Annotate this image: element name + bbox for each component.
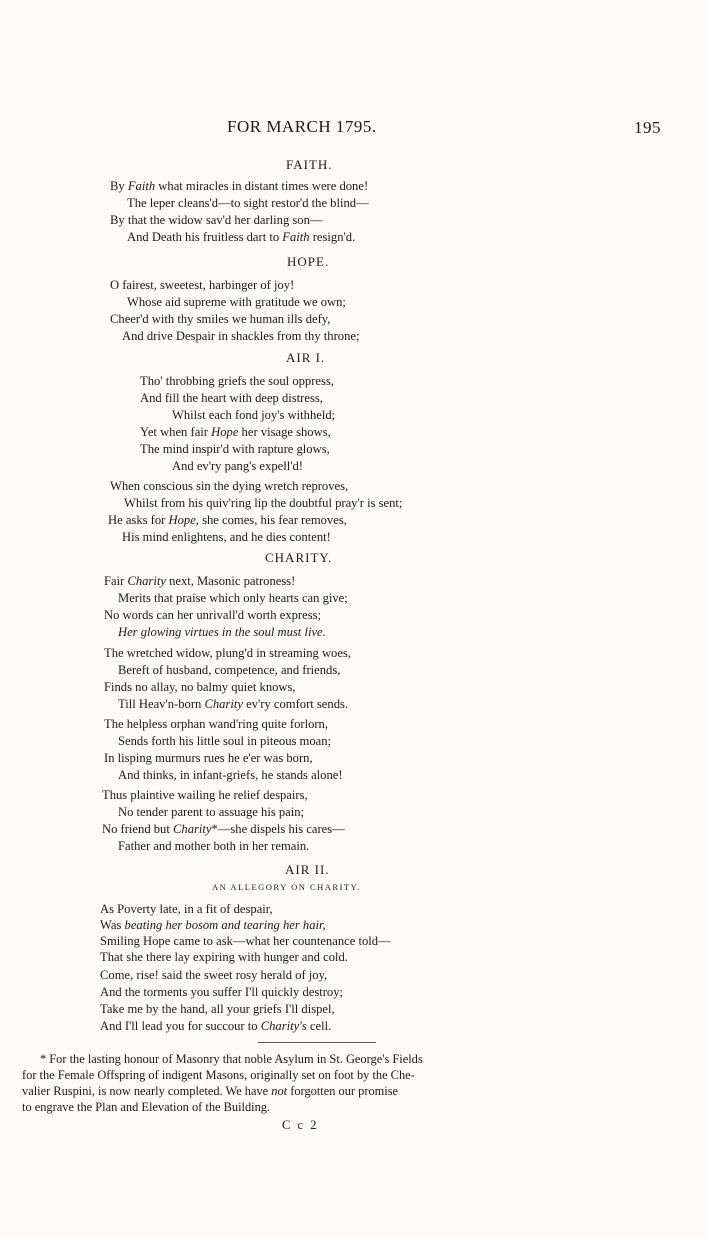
air2-line-6: And the torments you suffer I'll quickly destroy; (100, 985, 344, 999)
charity-line-16: Father and mother both in her remain. (118, 839, 310, 853)
air2-subtitle: AN ALLEGORY ON CHARITY. (212, 882, 361, 892)
air2-line-8: And I'll lead you for succour to Charity's cell. (100, 1019, 332, 1033)
air2-line-2: Was beating her bosom and tearing her hair, (100, 918, 326, 932)
footnote-line-3: valier Ruspini, is now nearly completed. We have not forgotten our promise (22, 1084, 399, 1098)
charity-line-12: And thinks, in infant-griefs, he stands alone! (118, 768, 343, 782)
air2-line-1: As Poverty late, in a fit of despair, (100, 902, 273, 916)
charity-line-2: Merits that praise which only hearts can give; (118, 591, 348, 605)
air2-line-7: Take me by the hand, all your griefs I'll dispel, (100, 1002, 335, 1016)
air1-line-1: Tho' throbbing griefs the soul oppress, (140, 374, 334, 388)
air1-line-10: His mind enlightens, and he dies content! (122, 530, 331, 544)
section-title-charity: CHARITY. (265, 550, 333, 565)
charity-line-8: Till Heav'n-born Charity ev'ry comfort sends. (118, 697, 349, 711)
air2-line-4: That she there lay expiring with hunger and cold. (100, 950, 348, 964)
footnote-line-4: to engrave the Plan and Elevation of the Building. (22, 1100, 271, 1114)
faith-line-4: And Death his fruitless dart to Faith resign'd. (127, 230, 356, 244)
charity-line-1: Fair Charity next, Masonic patroness! (104, 574, 296, 588)
charity-line-15: No friend but Charity*—she dispels his cares— (102, 822, 345, 836)
air1-line-2: And fill the heart with deep distress, (140, 391, 323, 405)
section-title-hope: HOPE. (287, 254, 330, 269)
faith-line-2: The leper cleans'd—to sight restor'd the blind— (127, 196, 369, 210)
running-title: FOR MARCH 1795. (227, 117, 377, 136)
charity-line-5: The wretched widow, plung'd in streaming woes, (104, 646, 351, 660)
charity-line-11: In lisping murmurs rues he e'er was born, (104, 751, 313, 765)
charity-line-14: No tender parent to assuage his pain; (118, 805, 305, 819)
charity-line-3: No words can her unrivall'd worth express; (104, 608, 322, 622)
footnote-line-1: * For the lasting honour of Masonry that noble Asylum in St. George's Fields (40, 1052, 423, 1066)
charity-line-10: Sends forth his little soul in piteous moan; (118, 734, 332, 748)
air1-line-5: The mind inspir'd with rapture glows, (140, 442, 330, 456)
hope-line-1: O fairest, sweetest, harbinger of joy! (110, 278, 295, 292)
charity-line-4: Her glowing virtues in the soul must live. (118, 625, 326, 639)
air1-line-8: Whilst from his quiv'ring lip the doubtful pray'r is sent; (124, 496, 403, 510)
hope-line-3: Cheer'd with thy smiles we human ills defy, (110, 312, 331, 326)
hope-line-2: Whose aid supreme with gratitude we own; (127, 295, 346, 309)
air2-line-3: Smiling Hope came to ask—what her countenance told— (100, 934, 391, 948)
air1-line-6: And ev'ry pang's expell'd! (172, 459, 303, 473)
faith-line-1: By Faith what miracles in distant times were done! (110, 179, 369, 193)
hope-line-4: And drive Despair in shackles from thy throne; (122, 329, 360, 343)
footnote-rule (258, 1042, 376, 1043)
footnote-line-2: for the Female Offspring of indigent Masons, originally set on foot by the Che- (22, 1068, 415, 1082)
air1-line-4: Yet when fair Hope her visage shows, (140, 425, 331, 439)
section-title-faith: FAITH. (286, 157, 333, 172)
air1-line-7: When conscious sin the dying wretch reproves, (110, 479, 349, 493)
air2-line-5: Come, rise! said the sweet rosy herald of joy, (100, 968, 328, 982)
charity-line-13: Thus plaintive wailing he relief despairs, (102, 788, 308, 802)
charity-line-7: Finds no allay, no balmy quiet knows, (104, 680, 296, 694)
charity-line-6: Bereft of husband, competence, and friends, (118, 663, 341, 677)
section-title-air-1: AIR I. (286, 350, 326, 365)
page-number: 195 (634, 118, 661, 137)
section-title-air-2: AIR II. (285, 862, 330, 877)
charity-line-9: The helpless orphan wand'ring quite forlorn, (104, 717, 329, 731)
faith-line-3: By that the widow sav'd her darling son— (110, 213, 323, 227)
air1-line-3: Whilst each fond joy's withheld; (172, 408, 336, 422)
signature-mark: C c 2 (282, 1118, 319, 1132)
air1-line-9: He asks for Hope, she comes, his fear removes, (108, 513, 347, 527)
